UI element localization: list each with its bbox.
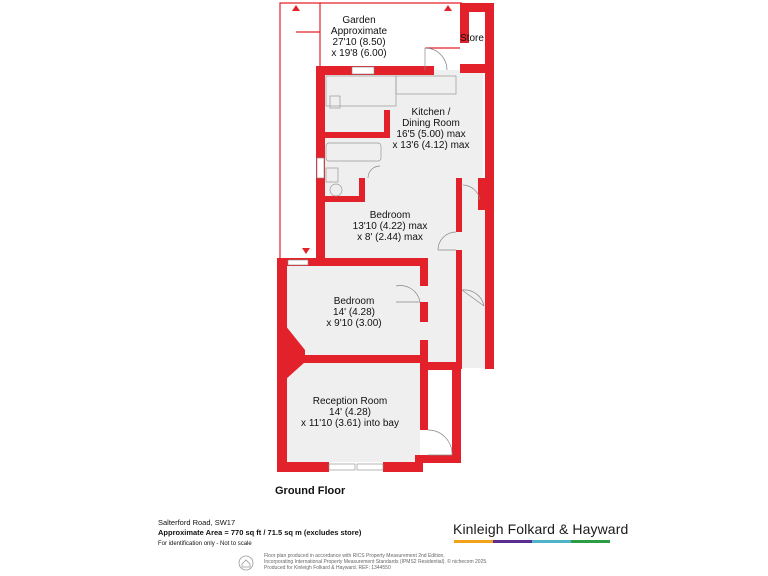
garden-dim-2: 27'10 (8.50) — [332, 37, 386, 48]
bedroom-front-dim-1: 14' (4.28) — [333, 307, 375, 318]
brand-bar-segment — [454, 540, 493, 543]
garden-name: Garden — [342, 15, 376, 26]
nichecom-logo-icon — [238, 555, 254, 571]
bedroom-rear-dim-1: 13'10 (4.22) max — [352, 221, 428, 232]
garden-label — [331, 15, 387, 59]
bedroom-rear-dim-2: x 8' (2.44) max — [357, 232, 423, 243]
reception-label — [301, 396, 399, 429]
footer-line-3: Produced for Kinleigh Folkard & Hayward. REF: 1344550 — [264, 565, 391, 571]
address-area: Approximate Area = 770 sq ft / 71.5 sq m (excludes store) — [158, 528, 362, 537]
kitchen-dim-1: Dining Room — [402, 118, 460, 129]
garden-dim-1: Approximate — [330, 26, 388, 37]
footer-line-2: Incorporating International Property Measurement Standards (IPMS2 Residential). © nichecom 2025. — [264, 559, 488, 565]
footer-notes — [264, 553, 488, 571]
kitchen-dim-3: x 13'6 (4.12) max — [392, 140, 470, 151]
kitchen-name: Kitchen / — [411, 107, 451, 118]
address-note: For identification only - Not to scale — [158, 541, 252, 547]
brand-bar-segment — [532, 540, 571, 543]
reception-dim-2: x 11'10 (3.61) into bay — [301, 418, 399, 429]
bedroom-front-name: Bedroom — [333, 296, 375, 307]
kitchen-label — [393, 107, 470, 151]
address-street: Salterford Road, SW17 — [158, 518, 236, 527]
brand-bar-segment — [493, 540, 532, 543]
store-label — [460, 33, 484, 44]
kitchen-dim-2: 16'5 (5.00) max — [396, 129, 466, 140]
bedroom-rear-label — [353, 210, 428, 243]
address-block — [158, 518, 361, 549]
bedroom-front-label — [326, 296, 381, 329]
garden-dim-3: x 19'8 (6.00) — [331, 48, 387, 59]
reception-dim-1: 14' (4.28) — [329, 407, 371, 418]
brand-name: Kinleigh Folkard & Hayward — [453, 521, 629, 537]
brand-color-bar — [454, 540, 610, 543]
bedroom-front-dim-2: x 9'10 (3.00) — [326, 318, 382, 329]
reception-name: Reception Room — [312, 396, 388, 407]
brand-bar-segment — [571, 540, 610, 543]
store-name: Store — [460, 33, 484, 44]
bedroom-rear-name: Bedroom — [369, 210, 411, 221]
floor-name: Ground Floor — [275, 485, 346, 497]
footer-line-1: Floor plan produced in accordance with RICS Property Measurement 2nd Edition, — [264, 553, 445, 559]
